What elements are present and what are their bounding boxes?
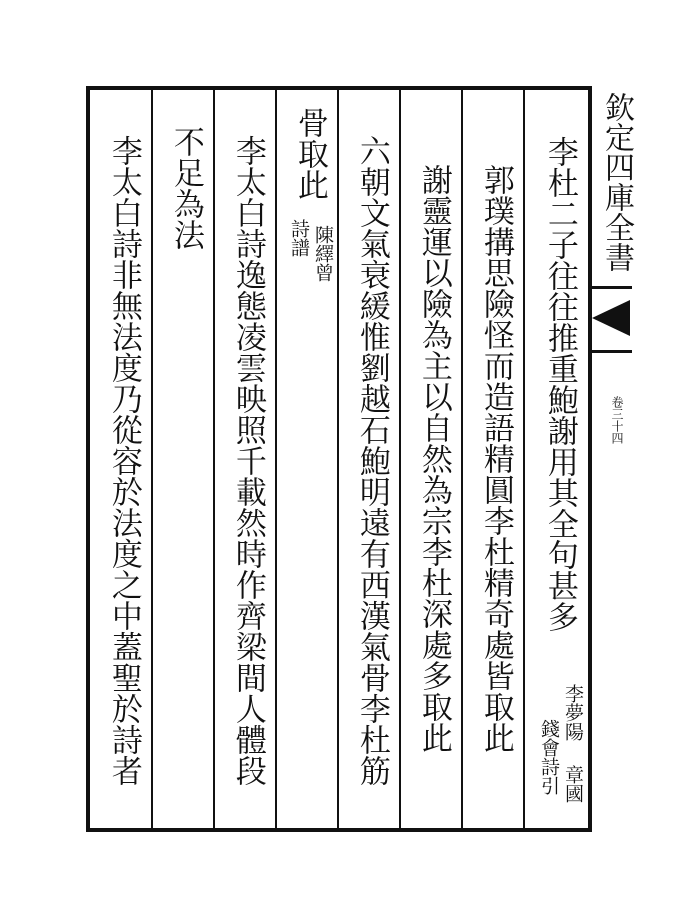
text-column-7 (156, 98, 214, 282)
text-column-6 (218, 98, 276, 826)
col7-main: 不足為法 (167, 126, 204, 250)
text-column-2 (466, 98, 524, 822)
text-column-1 (530, 98, 588, 803)
col1-main: 李杜二子往往推重鮑謝用其全句甚多 (541, 136, 578, 632)
text-column-4 (342, 98, 400, 826)
text-column-5 (280, 98, 338, 282)
text-column-3 (404, 98, 462, 822)
column-notes (284, 208, 336, 298)
col6-main: 李太白詩逸態凌雲映照千載然時作齊梁間人體段 (229, 134, 266, 786)
text-column-8 (94, 98, 152, 826)
fishtail-mark (592, 300, 630, 336)
book-title: 欽定四庫全書 (599, 92, 634, 272)
col1-note-right2: 章國 (562, 765, 584, 803)
column-main-text (530, 98, 588, 679)
col5-note-right: 陳繹曾 (312, 224, 334, 282)
col8-main: 李太白詩非無法度乃從容於法度之中蓋聖於詩者 (105, 134, 142, 786)
col5-main: 骨取此 (291, 106, 328, 200)
fishtail-mark-top (592, 286, 632, 289)
col3-main: 謝靈運以險為主以自然為宗李杜深處多取此 (415, 163, 452, 753)
col5-note-left: 詩譜 (288, 219, 310, 257)
col2-main: 郭璞搆思險怪而造語精圓李杜精奇處皆取此 (477, 163, 514, 753)
fascicle-number: 卷三十四 (610, 396, 624, 444)
fishtail-mark-bottom (592, 350, 632, 353)
col1-note-right: 李夢陽 (562, 683, 584, 741)
col4-main: 六朝文氣衰緩惟劉越石鮑明遠有西漢氣骨李杜筋 (353, 134, 390, 786)
col1-note-left: 錢會詩引 (538, 719, 560, 795)
